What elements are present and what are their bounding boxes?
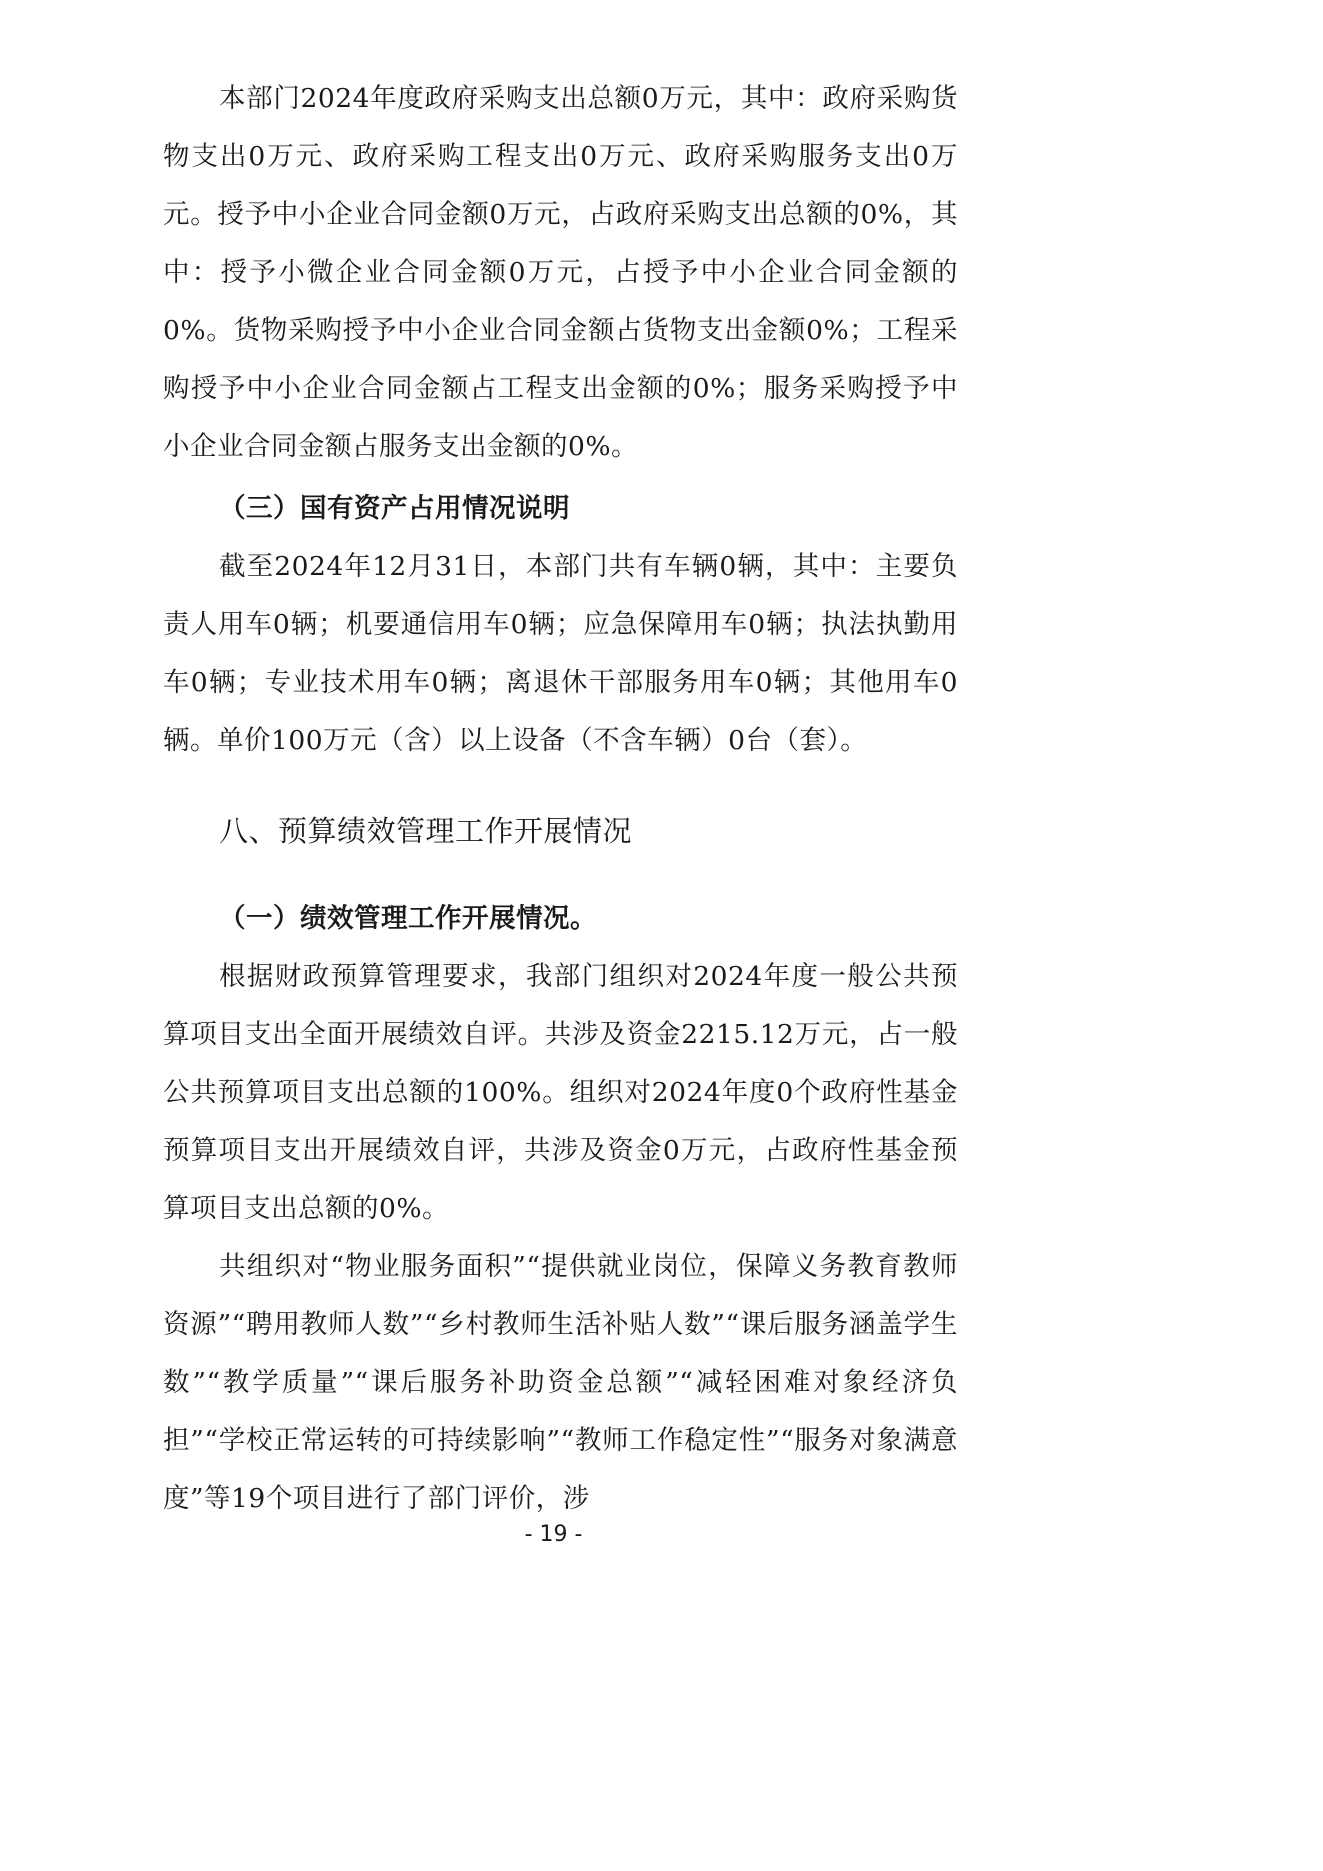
- department-evaluation-paragraph: 共组织对“物业服务面积”“提供就业岗位，保障义务教育教师资源”“聘用教师人数”“乡村教师生活补贴人数”“课后服务涵盖学生数”“教学质量”“课后服务补助资金总额”“减轻困难对象经济负担”“学校正常运转的可持续影响”“教师工作稳定性”“服务对象满意度”等19个项目进行了部门评价，涉: [163, 1251, 958, 1514]
- performance-heading: （一）绩效管理工作开展情况。: [219, 903, 597, 934]
- self-evaluation-paragraph: 根据财政预算管理要求，我部门组织对2024年度一般公共预算项目支出全面开展绩效自评。共涉及资金2215.12万元，占一般公共预算项目支出总额的100%。组织对2024年度0个政府性基金预算项目支出开展绩效自评，共涉及资金0万元，占政府性基金预算项目支出总额的0%。: [163, 961, 958, 1224]
- page-number: - 19 -: [524, 1522, 583, 1547]
- section-eight-heading: 八、预算绩效管理工作开展情况: [219, 814, 633, 848]
- assets-heading: （三）国有资产占用情况说明: [219, 493, 570, 524]
- assets-paragraph: 截至2024年12月31日，本部门共有车辆0辆，其中：主要负责人用车0辆；机要通信用车0辆；应急保障用车0辆；执法执勤用车0辆；专业技术用车0辆；离退休干部服务用车0辆；其他用车0辆。单价100万元（含）以上设备（不含车辆）0台（套）。: [163, 551, 958, 756]
- page-content: [163, 70, 958, 1528]
- procurement-paragraph: 本部门2024年度政府采购支出总额0万元，其中：政府采购货物支出0万元、政府采购工程支出0万元、政府采购服务支出0万元。授予中小企业合同金额0万元，占政府采购支出总额的0%，其中：授予小微企业合同金额0万元，占授予中小企业合同金额的0%。货物采购授予中小企业合同金额占货物支出金额0%；工程采购授予中小企业合同金额占工程支出金额的0%；服务采购授予中小企业合同金额占服务支出金额的0%。: [163, 83, 958, 462]
